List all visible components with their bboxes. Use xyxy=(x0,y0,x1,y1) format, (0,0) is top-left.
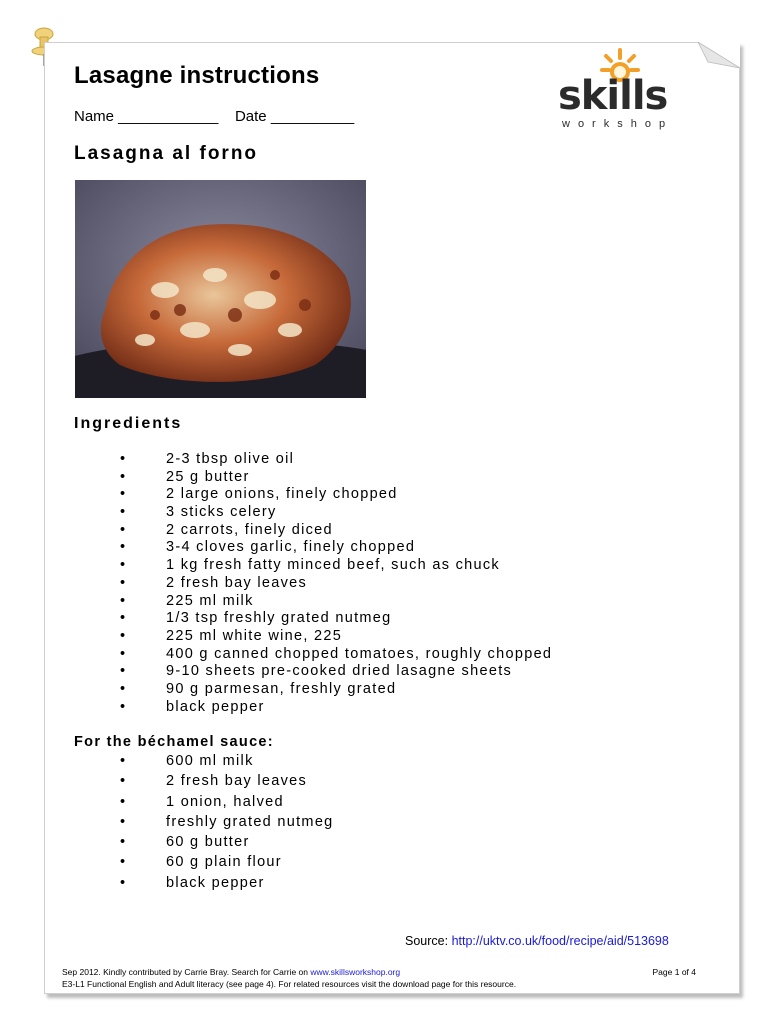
lasagna-photo xyxy=(75,180,366,398)
bullet-icon: • xyxy=(120,874,127,891)
ingredients-heading: Ingredients xyxy=(74,415,183,432)
list-item-text: 90 g parmesan, freshly grated xyxy=(166,680,397,697)
list-item-text: black pepper xyxy=(166,698,265,715)
list-item xyxy=(120,451,552,469)
list-item-text: black pepper xyxy=(166,874,265,891)
list-item xyxy=(120,873,334,893)
list-item xyxy=(120,575,552,593)
list-item-text: 60 g butter xyxy=(166,834,250,851)
list-item xyxy=(120,557,552,575)
name-field: Name ____________ xyxy=(74,108,219,125)
list-item-text: 2 fresh bay leaves xyxy=(166,773,308,790)
list-item xyxy=(120,522,552,540)
bullet-icon: • xyxy=(120,645,127,662)
recipe-title: Lasagna al forno xyxy=(74,143,259,164)
name-date-fields xyxy=(74,108,354,125)
list-item-text: 25 g butter xyxy=(166,468,250,485)
bullet-icon: • xyxy=(120,610,127,627)
bullet-icon: • xyxy=(120,486,127,503)
list-item-text: 3 sticks celery xyxy=(166,504,277,521)
list-item xyxy=(120,646,552,664)
worksheet-title: Lasagne instructions xyxy=(74,62,320,89)
list-item xyxy=(120,699,552,717)
bullet-icon: • xyxy=(120,773,127,790)
logo-subtitle: workshop xyxy=(562,118,674,130)
list-item-text: 2 carrots, finely diced xyxy=(166,521,333,538)
bullet-icon: • xyxy=(120,813,127,830)
list-item-text: freshly grated nutmeg xyxy=(166,813,334,830)
bullet-icon: • xyxy=(120,854,127,871)
page-footer xyxy=(62,966,696,990)
list-item xyxy=(120,593,552,611)
list-item xyxy=(120,792,334,812)
bullet-icon: • xyxy=(120,627,127,644)
bullet-icon: • xyxy=(120,504,127,521)
bullet-icon: • xyxy=(120,539,127,556)
list-item-text: 3-4 cloves garlic, finely chopped xyxy=(166,539,416,556)
bullet-icon: • xyxy=(120,793,127,810)
list-item xyxy=(120,751,334,771)
list-item xyxy=(120,852,334,872)
list-item-text: 2-3 tbsp olive oil xyxy=(166,451,295,467)
bullet-icon: • xyxy=(120,468,127,485)
list-item xyxy=(120,628,552,646)
list-item-text: 600 ml milk xyxy=(166,753,254,769)
list-item-text: 1/3 tsp freshly grated nutmeg xyxy=(166,610,392,627)
list-item xyxy=(120,832,334,852)
list-item xyxy=(120,610,552,628)
list-item-text: 225 ml white wine, 225 xyxy=(166,627,343,644)
list-item xyxy=(120,663,552,681)
list-item-text: 1 kg fresh fatty minced beef, such as chuck xyxy=(166,557,500,574)
list-item xyxy=(120,539,552,557)
bullet-icon: • xyxy=(120,680,127,697)
list-item xyxy=(120,681,552,699)
bechamel-list xyxy=(120,751,334,893)
list-item xyxy=(120,469,552,487)
logo-wordmark: skills xyxy=(558,73,668,119)
list-item-text: 60 g plain flour xyxy=(166,854,282,871)
list-item xyxy=(120,486,552,504)
bullet-icon: • xyxy=(120,663,127,680)
date-field: Date __________ xyxy=(234,108,355,125)
ingredients-list xyxy=(120,451,552,716)
bechamel-heading: For the béchamel sauce: xyxy=(74,734,274,750)
list-item xyxy=(120,812,334,832)
list-item-text: 225 ml milk xyxy=(166,592,254,609)
list-item-text: 2 fresh bay leaves xyxy=(166,574,308,591)
page-curl-icon xyxy=(698,42,740,68)
bullet-icon: • xyxy=(120,557,127,574)
footer-line-2: E3-L1 Functional English and Adult literacy (see page 4). For related resources visit the download page for this resource. xyxy=(62,979,517,989)
bullet-icon: • xyxy=(120,574,127,591)
source-line xyxy=(405,934,669,948)
bullet-icon: • xyxy=(120,834,127,851)
bullet-icon: • xyxy=(120,698,127,715)
list-item xyxy=(120,504,552,522)
bullet-icon: • xyxy=(120,753,127,769)
list-item-text: 2 large onions, finely chopped xyxy=(166,486,398,503)
footer-website-link[interactable]: www.skillsworkshop.org xyxy=(310,967,401,977)
bullet-icon: • xyxy=(120,592,127,609)
source-label: Source: xyxy=(405,934,452,948)
skills-workshop-logo xyxy=(552,48,702,138)
list-item xyxy=(120,771,334,791)
list-item-text: 400 g canned chopped tomatoes, roughly chopped xyxy=(166,645,553,662)
footer-line-1 xyxy=(62,966,696,978)
bullet-icon: • xyxy=(120,521,127,538)
source-link[interactable]: http://uktv.co.uk/food/recipe/aid/513698 xyxy=(451,934,669,948)
list-item-text: 1 onion, halved xyxy=(166,793,284,810)
bullet-icon: • xyxy=(120,451,127,467)
footer-credit: Sep 2012. Kindly contributed by Carrie Bray. Search for Carrie on xyxy=(62,967,311,977)
list-item-text: 9-10 sheets pre-cooked dried lasagne sheets xyxy=(166,663,513,680)
page-number: Page 1 of 4 xyxy=(652,967,696,977)
